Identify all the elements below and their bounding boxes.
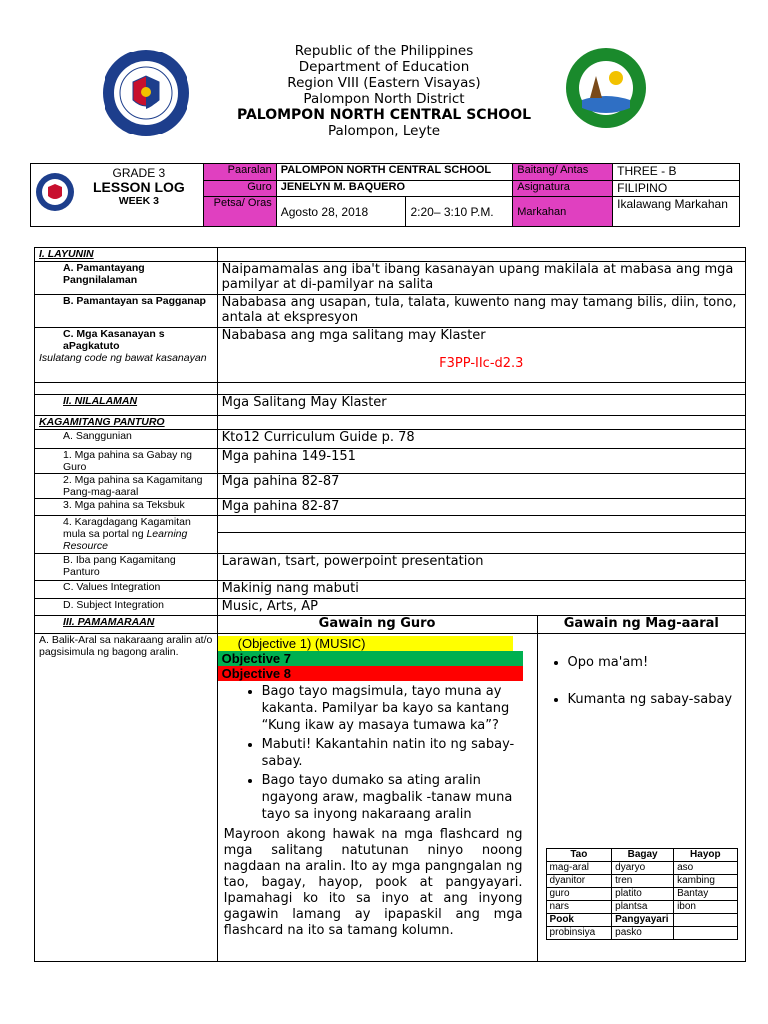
table-header-cell: Hayop <box>674 849 737 862</box>
table-row <box>546 914 737 927</box>
subject-value: Music, Arts, AP <box>217 599 745 616</box>
empty-row-value <box>217 383 745 395</box>
paaralan-value: PALOMPON NORTH CENTRAL SCHOOL <box>276 164 513 181</box>
empty-row-label <box>35 383 218 395</box>
student-bullet-item: • Kumanta ng sabay-sabay <box>568 691 737 708</box>
table-row <box>546 862 737 875</box>
table-cell: nars <box>546 901 612 914</box>
gabay-value: Mga pahina 149-151 <box>217 449 745 474</box>
header-line-republic: Republic of the Philippines <box>294 43 474 59</box>
table-cell: kambing <box>674 875 737 888</box>
header-line-department: Department of Education <box>298 59 470 75</box>
header-school-name: PALOMPON NORTH CENTRAL SCHOOL <box>236 107 532 123</box>
lesson-log-title-cell <box>31 164 204 227</box>
header-place: Palompon, Leyte <box>327 123 441 139</box>
objective-1-highlight: (Objective 1) (MUSIC) <box>218 636 513 651</box>
table-header-cell: Tao <box>546 849 612 862</box>
gawain-magaaral-heading: Gawain ng Mag-aaral <box>537 616 745 634</box>
guro-label: Guro <box>203 181 276 197</box>
teacher-bullet-item: • Bago tayo dumako sa ating aralin ngayong araw, magbalik -tanaw muna tayo sa inyong nakaraang aralin <box>262 772 527 823</box>
kagamitan-empty <box>217 416 745 430</box>
table-header-cell <box>674 914 737 927</box>
student-bullet-item: • Opo ma'am! <box>568 654 737 671</box>
layunin-heading: I. LAYUNIN <box>35 248 218 262</box>
petsa-value: Agosto 28, 2018 <box>276 197 406 227</box>
table-header-cell: Pook <box>546 914 612 927</box>
nilalaman-value: Mga Salitang May Klaster <box>217 395 745 416</box>
lesson-log-title: LESSON LOG <box>92 179 185 195</box>
asignatura-label: Asignatura <box>513 181 613 197</box>
table-row <box>546 849 737 862</box>
values-value: Makinig nang mabuti <box>217 581 745 599</box>
kagamitang-label: 2. Mga pahina sa Kagamitang Pang-mag-aaral <box>35 474 218 499</box>
iba-value: Larawan, tsart, powerpoint presentation <box>217 554 745 581</box>
markahan-label: Markahan <box>513 197 613 227</box>
table-cell: aso <box>674 862 737 875</box>
table-cell: tren <box>612 875 674 888</box>
nilalaman-heading: II. NILALAMAN <box>35 395 218 416</box>
table-row <box>546 888 737 901</box>
objective-7-highlight: Objective 7 <box>218 651 523 666</box>
karagdagang-text: 4. Karagdagang Kagamitan mula sa portal ng <box>63 516 191 540</box>
sanggunian-label: A. Sanggunian <box>35 430 218 449</box>
grade-label: GRADE 3 <box>112 166 166 180</box>
baitang-value: THREE - B <box>613 164 740 181</box>
layunin-empty <box>217 248 745 262</box>
kasanayan-cell-value <box>217 328 745 383</box>
objective-8-highlight: Objective 8 <box>218 666 523 681</box>
table-row <box>546 901 737 914</box>
table-header-cell: Pangyayari <box>612 914 674 927</box>
teacher-paragraph: Mayroon akong hawak na mga flashcard ng mga salitang natutunan ninyo noong nagdaan na aralin. Ito ay mga pangngalan ng tao, bagay, hayop, pook at pangyayari. Ipamahagi ko ito sa inyo at ang inyong gagawin lamang ay ipapaskil ang mga flashcard na ito sa tamang kolumn. <box>223 827 523 938</box>
table-cell: probinsiya <box>546 927 612 940</box>
baitang-label: Baitang/ Antas <box>513 164 613 181</box>
kasanayan-cell <box>35 328 218 383</box>
pamamaraan-heading: III. PAMAMARAAN <box>35 616 218 634</box>
week-label: WEEK 3 <box>118 195 160 207</box>
header-line-region: Region VIII (Eastern Visayas) <box>287 75 481 91</box>
pamantayang-value: Naipamamalas ang iba't ibang kasanayan upang makilala at mabasa ang mga pamilyar at di-pamilyar na salita <box>217 262 745 295</box>
pamantayang-label: A. Pamantayang Pangnilalaman <box>35 262 218 295</box>
teksbuk-label: 3. Mga pahina sa Teksbuk <box>35 499 218 516</box>
deped-seal-small-icon <box>35 172 75 212</box>
guro-value: JENELYN M. BAQUERO <box>276 181 513 197</box>
markahan-value: Ikalawang Markahan <box>613 197 740 227</box>
pagganap-label: B. Pamantayan sa Pagganap <box>35 295 218 328</box>
student-bullet-list <box>538 654 745 708</box>
gabay-label: 1. Mga pahina sa Gabay ng Guro <box>35 449 218 474</box>
gawain-guro-heading: Gawain ng Guro <box>217 616 537 634</box>
table-cell: guro <box>546 888 612 901</box>
values-label: C. Values Integration <box>35 581 218 599</box>
lesson-info-table <box>30 163 740 227</box>
oras-value: 2:20– 3:10 P.M. <box>406 197 513 227</box>
table-cell: ibon <box>674 901 737 914</box>
kagamitang-value: Mga pahina 82-87 <box>217 474 745 499</box>
teacher-activity-cell <box>217 634 537 962</box>
teacher-bullet-item: • Bago tayo magsimula, tayo muna ay kakanta. Pamilyar ba kayo sa kantang “Kung ikaw ay masaya tumawa ka”? <box>262 683 527 734</box>
table-row <box>546 875 737 888</box>
lesson-plan-table <box>34 247 746 962</box>
teacher-bullet-list <box>218 683 537 823</box>
karagdagang-italic: Learning Resource <box>63 528 188 552</box>
iba-label: B. Iba pang Kagamitang Panturo <box>35 554 218 581</box>
table-row <box>546 927 737 940</box>
table-header-cell: Bagay <box>612 849 674 862</box>
sanggunian-value: Kto12 Curriculum Guide p. 78 <box>217 430 745 449</box>
karagdagang-value <box>217 516 745 554</box>
pagganap-value: Nababasa ang usapan, tula, talata, kuwento nang may tamang bilis, diin, tono, antala at ekspresyon <box>217 295 745 328</box>
header-line-district: Palompon North District <box>303 91 465 107</box>
paaralan-label: Paaralan <box>203 164 276 181</box>
table-cell: plantsa <box>612 901 674 914</box>
flashcard-category-table <box>546 848 738 940</box>
petsa-label: Petsa/ Oras <box>203 197 276 227</box>
kasanayan-value: Nababasa ang mga salitang may Klaster <box>221 328 486 343</box>
table-cell: mag-aral <box>546 862 612 875</box>
subject-label: D. Subject Integration <box>35 599 218 616</box>
balik-aral-label: A. Balik-Aral sa nakaraang aralin at/o pagsisimula ng bagong aralin. <box>35 634 218 962</box>
table-cell <box>674 927 737 940</box>
table-cell: pasko <box>612 927 674 940</box>
karagdagang-label <box>35 516 218 554</box>
asignatura-value: FILIPINO <box>613 181 740 197</box>
kagamitan-heading: KAGAMITANG PANTURO <box>35 416 218 430</box>
kasanayan-code: F3PP-IIc-d2.3 <box>439 356 524 371</box>
teksbuk-value: Mga pahina 82-87 <box>217 499 745 516</box>
teacher-bullet-item: • Mabuti! Kakantahin natin ito ng sabay-sabay. <box>262 736 527 770</box>
table-cell: Bantay <box>674 888 737 901</box>
table-cell: platito <box>612 888 674 901</box>
kasanayan-label: C. Mga Kasanayan s aPagkatuto <box>63 328 165 352</box>
table-cell: dyanitor <box>546 875 612 888</box>
student-activity-cell <box>537 634 745 962</box>
kasanayan-note: Isulatang code ng bawat kasanayan <box>39 352 207 364</box>
table-cell: dyaryo <box>612 862 674 875</box>
